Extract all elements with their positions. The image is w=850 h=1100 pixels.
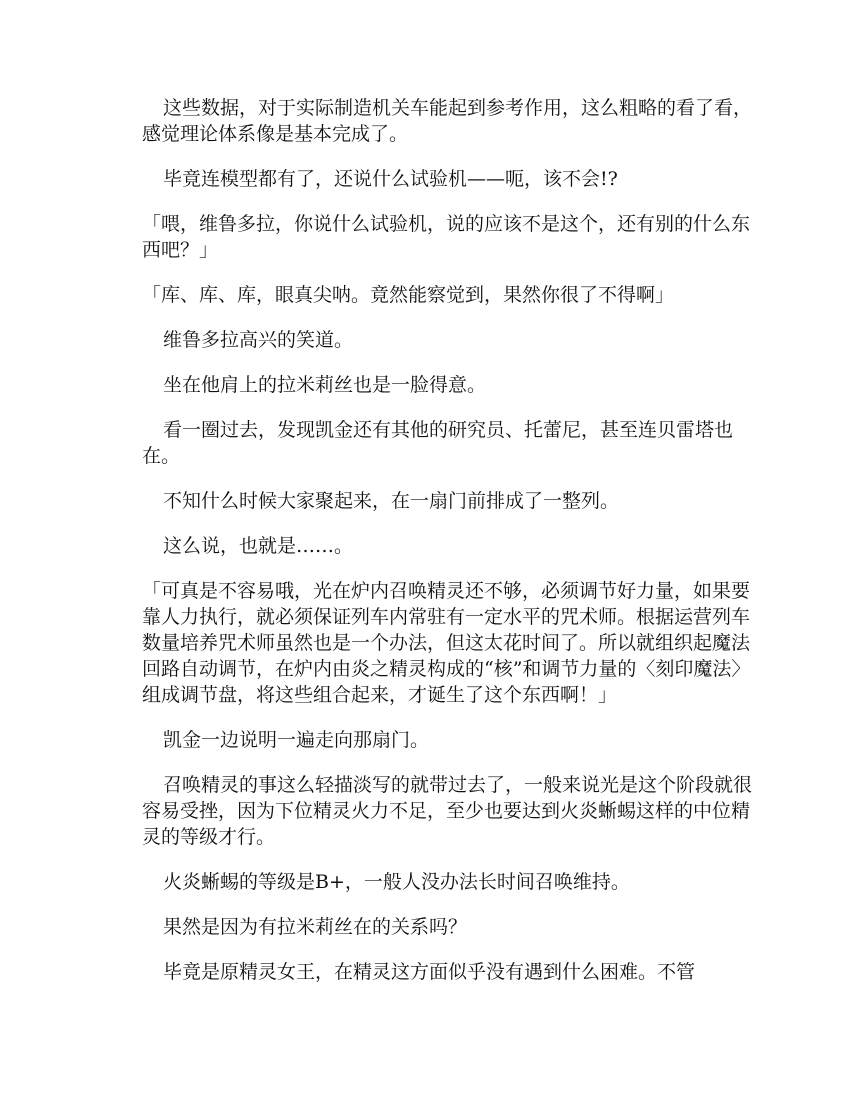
paragraph: 看一圈过去，发现凯金还有其他的研究员、托蕾尼，甚至连贝雷塔也在。 xyxy=(142,419,734,467)
paragraph: 这么说，也就是……。 xyxy=(163,535,354,557)
paragraph: 召唤精灵的事这么轻描淡写的就带过去了，一般来说光是这个阶段就很容易受挫，因为下位精灵火力不足，至少也要达到火炎蜥蜴这样的中位精灵的等级才行。 xyxy=(142,774,753,848)
paragraph: 不知什么时候大家聚起来，在一扇门前排成了一整列。 xyxy=(163,490,620,512)
dialog-paragraph: 「喂，维鲁多拉，你说什么试验机，说的应该不是这个，还有别的什么东西吧？」 xyxy=(142,213,751,261)
paragraph: 毕竟连模型都有了，还说什么试验机——呃，该不会!? xyxy=(163,168,618,190)
body-text xyxy=(142,95,752,1004)
paragraph: 凯金一边说明一遍走向那扇门。 xyxy=(163,729,430,751)
paragraph: 这些数据，对于实际制造机关车能起到参考作用，这么粗略的看了看，感觉理论体系像是基本完成了。 xyxy=(142,97,753,145)
dialog-paragraph: 「库、库、库，眼真尖呐。竟然能察觉到，果然你很了不得啊」 xyxy=(142,284,675,306)
paragraph: 坐在他肩上的拉米莉丝也是一脸得意。 xyxy=(163,374,487,396)
paragraph: 毕竟是原精灵女王，在精灵这方面似乎没有遇到什么困难。不管 xyxy=(163,961,696,983)
paragraph: 火炎蜥蜴的等级是B+，一般人没办法长时间召唤维持。 xyxy=(163,871,630,893)
dialog-paragraph: 「可真是不容易哦，光在炉内召唤精灵还不够，必须调节好力量，如果要靠人力执行，就必须保证列车内常驻有一定水平的咒术师。根据运营列车数量培养咒术师虽然也是一个办法，但这太花时间了。所以就组织起魔法回路自动调节，在炉内由炎之精灵构成的“核”和调节力量的〈刻印魔法〉组成调节盘，将这些组合起来，才诞生了这个东西啊！」 xyxy=(142,580,751,706)
paragraph: 维鲁多拉高兴的笑道。 xyxy=(163,329,354,351)
paragraph: 果然是因为有拉米莉丝在的关系吗？ xyxy=(163,916,468,938)
